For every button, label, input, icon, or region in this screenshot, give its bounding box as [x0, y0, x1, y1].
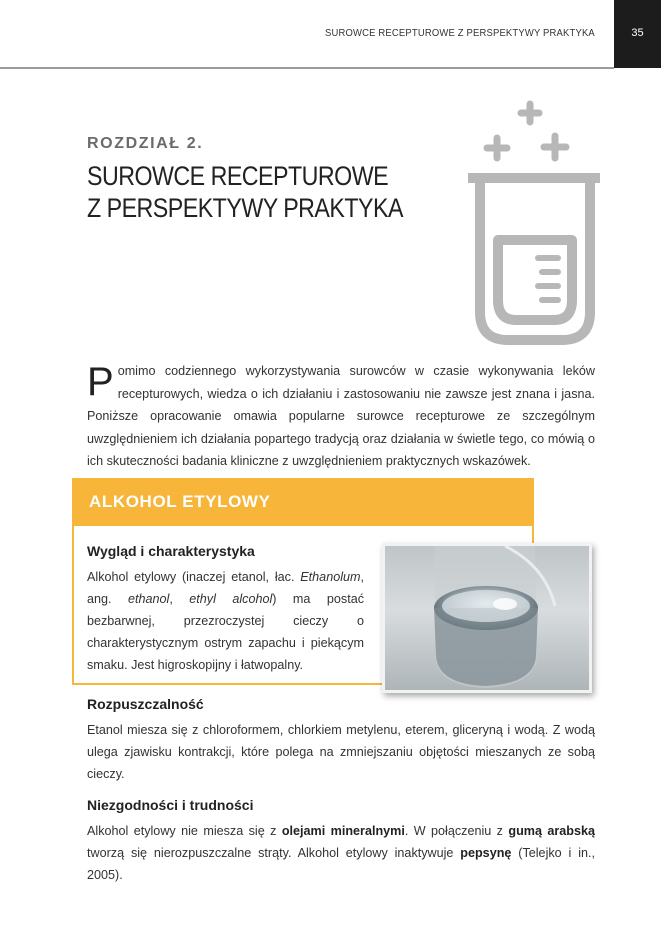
appearance-text-3: ,: [169, 592, 190, 606]
beaker-with-plus-icon: [458, 100, 610, 348]
solubility-heading: Rozpuszczalność: [87, 696, 204, 712]
chapter-label: ROZDZIAŁ 2.: [87, 135, 204, 152]
page-number-box: [614, 0, 661, 68]
appearance-text-2: , ang.: [87, 570, 364, 606]
incompat-text-3: tworzą się nierozpuszczalne strąty. Alkohol etylowy inaktywuje: [87, 846, 461, 860]
incompat-text-1: Alkohol etylowy nie miesza się z: [87, 824, 282, 838]
appearance-text: [87, 566, 364, 676]
glass-illustration: [385, 546, 589, 690]
incompat-bold-1: olejami mineralnymi: [281, 824, 405, 838]
appearance-text-1: Alkohol etylowy (inaczej etanol, łac.: [87, 570, 301, 584]
ethanol-glass-photo: [382, 543, 592, 693]
page-number: 35: [631, 27, 644, 39]
incompat-text-4: (Telejko i in., 2005).: [87, 846, 595, 882]
drop-cap: P: [87, 360, 114, 404]
incompat-bold-2: gumą arabską: [508, 824, 595, 838]
chapter-title-line1: SUROWCE RECEPTUROWE: [87, 161, 389, 191]
incompat-text: [87, 820, 595, 886]
intro-text: omimo codziennego wykorzystywania surowców w czasie wykonywania leków recepturowych, wiedza o ich działaniu i zastosowaniu nie zawsze jest znana i jasna. Poniższe opracowanie omawia popularne surowce recepturowe ze szczególnym uwzględnieniem ich działania popartego tradycją oraz działania w świetle tego, co mówią o ich skuteczności badania kliniczne z uwzględnieniem praktycznych wskazówek.: [87, 364, 595, 468]
incompat-text-2: . W połączeniu z: [404, 824, 509, 838]
solubility-text: Etanol miesza się z chloroformem, chlorkiem metylenu, eterem, gliceryną i wodą. Z wodą ulega zjawisku kontrakcji, które polega na zmniejszaniu objętości mieszanych ze sobą cieczy.: [87, 723, 595, 781]
incompat-heading: Niezgodności i trudności: [87, 797, 254, 813]
running-title: SUROWCE RECEPTUROWE Z PERSPEKTYWY PRAKTYKA: [325, 27, 595, 39]
appearance-heading: Wygląd i charakterystyka: [87, 543, 255, 559]
intro-paragraph: [87, 360, 595, 473]
section-title: ALKOHOL ETYLOWY: [89, 492, 271, 511]
header-rule: [0, 67, 614, 69]
incompat-bold-3: pepsynę: [460, 846, 512, 860]
appearance-en-2: ethyl alcohol: [189, 592, 273, 606]
appearance-latin: Ethanolum: [300, 570, 361, 584]
appearance-text-4: ) ma postać bezbarwnej, przezroczystej cieczy o charakterystycznym ostrym zapachu i piekącym smaku. Jest higroskopijny i łatwopalny.: [87, 592, 364, 672]
appearance-en-1: ethanol: [127, 592, 170, 606]
chapter-title-line2: Z PERSPEKTYWY PRAKTYKA: [87, 193, 403, 223]
chapter-title: [87, 160, 403, 224]
